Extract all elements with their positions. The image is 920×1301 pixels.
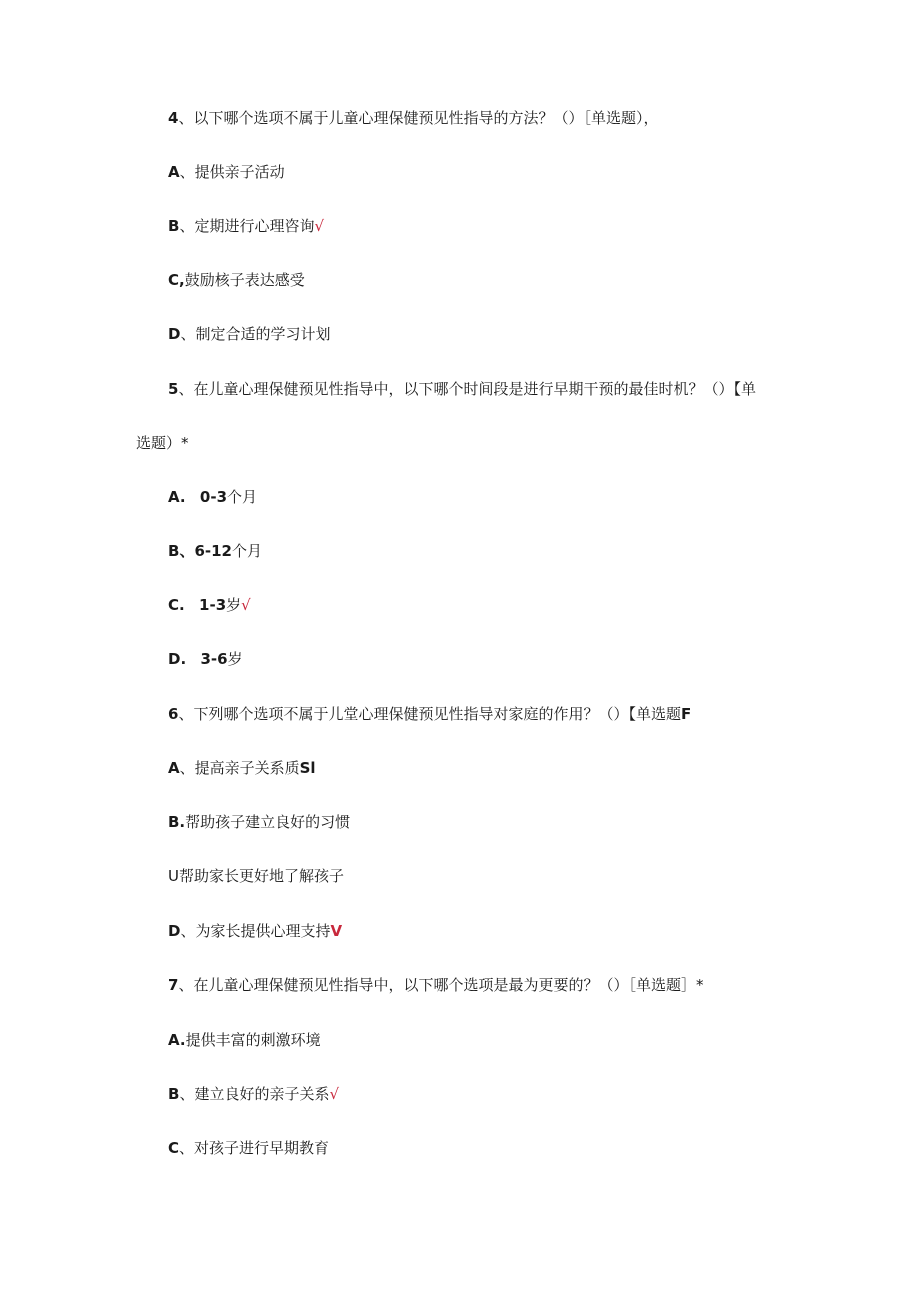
option-label: C,: [168, 271, 185, 289]
option-d[interactable]: [168, 921, 342, 941]
option-label: B.: [168, 813, 186, 831]
option-label: D: [168, 922, 181, 940]
question-text: 、在儿童心理保健预见性指导中，以下哪个选项是最为更要的？（）［单选题］*: [178, 976, 704, 994]
option-text: 、提供亲子活动: [179, 163, 285, 181]
question-text: 、在儿童心理保健预见性指导中，以下哪个时间段是进行早期干预的最佳时机？（）【单: [178, 380, 756, 398]
option-label: A.: [168, 488, 186, 506]
option-label: A.: [168, 1031, 186, 1049]
option-text: 帮助孩子建立良好的习惯: [185, 813, 351, 831]
option-text: 提供丰富的刺激环境: [185, 1031, 321, 1049]
option-d[interactable]: [168, 324, 330, 344]
option-label: C: [168, 1139, 180, 1157]
question-7: [168, 975, 703, 995]
question-5: [168, 379, 756, 399]
option-c[interactable]: [168, 595, 251, 615]
option-value: 3-6: [200, 650, 228, 668]
option-unit: 个月: [227, 488, 258, 506]
option-label: C.: [168, 596, 185, 614]
option-text: 、对孩子进行早期教育: [179, 1139, 330, 1157]
question-number: 4: [168, 109, 179, 127]
question-number: 7: [168, 976, 179, 994]
option-b[interactable]: [168, 1084, 339, 1104]
option-a[interactable]: [168, 487, 257, 507]
correct-mark: √: [329, 1085, 340, 1103]
question-text: 、下列哪个选项不属于儿堂心理保健预见性指导对家庭的作用？（）【单选题: [178, 705, 681, 723]
question-number: 5: [168, 380, 179, 398]
option-a[interactable]: [168, 162, 285, 182]
correct-mark: √: [314, 217, 325, 235]
option-text: 鼓励核子表达感受: [184, 271, 305, 289]
option-label: A: [168, 163, 180, 181]
option-a[interactable]: [168, 1030, 321, 1050]
correct-mark: V: [330, 922, 343, 940]
option-b[interactable]: [168, 541, 262, 561]
option-mark: Sl: [299, 759, 316, 777]
option-unit: 岁: [226, 596, 242, 614]
question-text: 、以下哪个选项不属于儿童心理保健预见性指导的方法？（）［单选题），: [178, 109, 659, 127]
option-c[interactable]: [168, 270, 305, 290]
option-text: 帮助家长更好地了解孩子: [178, 867, 344, 885]
option-label: B: [168, 1085, 180, 1103]
option-unit: 岁: [227, 650, 243, 668]
option-b[interactable]: [168, 812, 350, 832]
correct-mark: √: [241, 596, 251, 614]
option-b[interactable]: [168, 216, 324, 236]
option-label: B: [168, 542, 180, 560]
question-text-end: F: [680, 705, 692, 723]
option-d[interactable]: [168, 649, 243, 669]
question-number: 6: [168, 705, 179, 723]
option-unit: 个月: [231, 542, 262, 560]
option-text: 、提高亲子关系质: [179, 759, 300, 777]
option-value: 1-3: [199, 596, 227, 614]
option-text: 、制定合适的学习计划: [180, 325, 331, 343]
option-label: U: [168, 867, 179, 885]
option-text: 、为家长提供心理支持: [180, 922, 331, 940]
question-6: [168, 704, 691, 724]
option-c[interactable]: [168, 866, 344, 886]
question-5-continuation: [136, 433, 189, 453]
option-value: 、6-12: [179, 542, 232, 560]
option-label: B: [168, 217, 180, 235]
question-text: 选题）*: [136, 434, 189, 452]
option-label: A: [168, 759, 180, 777]
option-text: 、定期进行心理咨询: [179, 217, 315, 235]
option-text: 、建立良好的亲子关系: [179, 1085, 330, 1103]
option-label: D: [168, 325, 181, 343]
option-c[interactable]: [168, 1138, 329, 1158]
option-a[interactable]: [168, 758, 316, 778]
option-value: 0-3: [199, 488, 228, 506]
question-4: [168, 108, 658, 128]
option-label: D.: [168, 650, 187, 668]
